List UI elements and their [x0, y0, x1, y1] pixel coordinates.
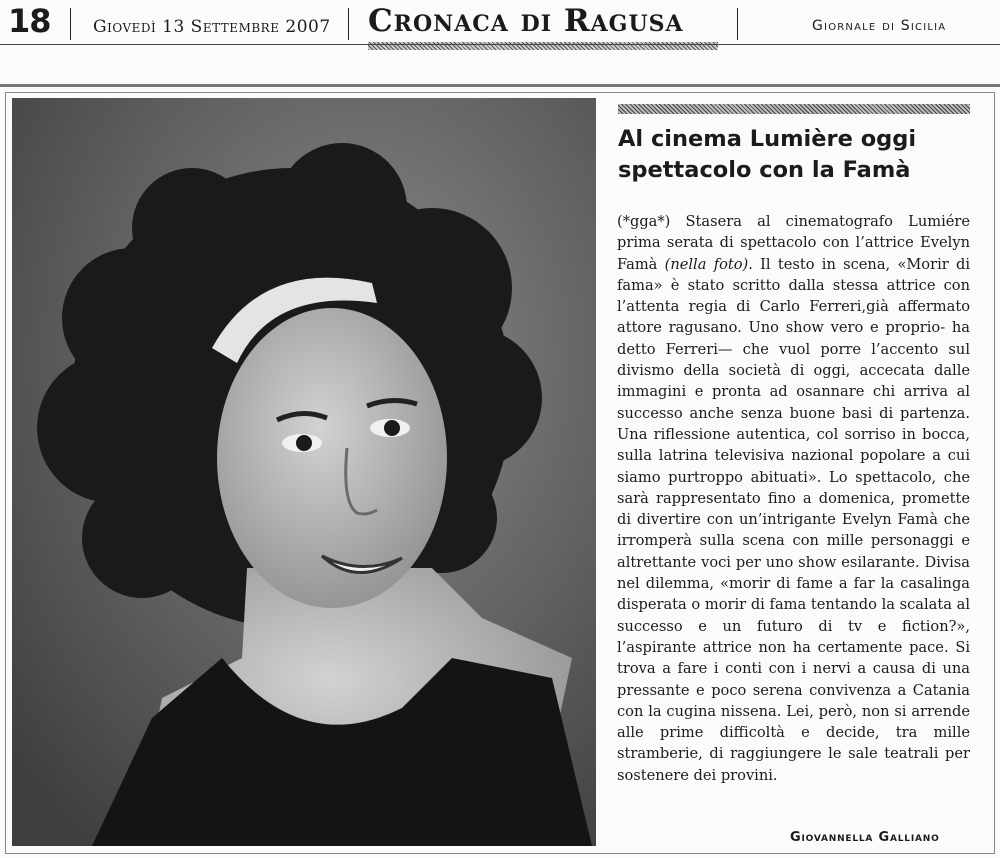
divider — [70, 8, 71, 40]
body-text-start: (*gga*) Stasera al cinematografo Lumiére prima serata di spettacolo con l’attrice Evelyn Famà — [617, 213, 970, 273]
article-photo — [12, 98, 596, 846]
photo-reference: (nella foto) — [664, 255, 749, 273]
header-rule-thick — [0, 84, 1000, 87]
headline-rule — [618, 104, 970, 114]
header-rule — [0, 44, 1000, 45]
section-title: Cronaca di Ragusa — [368, 3, 684, 39]
article-headline: Al cinema Lumière oggi spettacolo con la Famà — [618, 126, 917, 183]
article-body — [617, 211, 970, 786]
page-number: 18 — [8, 2, 51, 40]
author-byline: Giovannella Galliano — [790, 830, 940, 845]
body-text-rest: . Il testo in scena, «Morir di fama» è stato scritto dalla stessa attrice con l’attenta regia di Carlo Ferreri,già affermato attore ragusano. Uno show vero e proprio- ha detto Ferreri— che vuol porre l’accento sul divismo della società di oggi, accecata dalle immagini e pronta ad osannare chi arriva al successo anche senza buone basi di partenza. Una riflessione autentica, col sorriso in bocca, sulla latrina televisiva nazional popolare a cui siamo purtroppo abituati». Lo spettacolo, che sarà rappresentato fino a domenica, promette di divertire con un’intrigante Evelyn Famà che irromperà sulla scena con mille personaggi e altrettante voci per uno show esilarante. Divisa nel dilemma, «morir di fame a far la casalinga disperata o morir di fama tentando la scalata al successo e un futuro di tv e fiction?», l’aspirante attrice non ha certamente pace. Si trova a fare i conti con i nervi a causa di una pressante e poco serena convivenza a Catania con la cugina nissena. Lei, però, non si arrende alle prime difficoltà e decide, tra mille stramberie, di raggiungere le sale teatrali per sostenere dei provini. — [617, 255, 971, 784]
divider — [737, 8, 738, 40]
issue-date: Giovedì 13 Settembre 2007 — [93, 17, 331, 37]
newspaper-name: Giornale di Sicilia — [812, 18, 947, 34]
portrait-image — [12, 98, 596, 846]
divider — [348, 8, 349, 40]
